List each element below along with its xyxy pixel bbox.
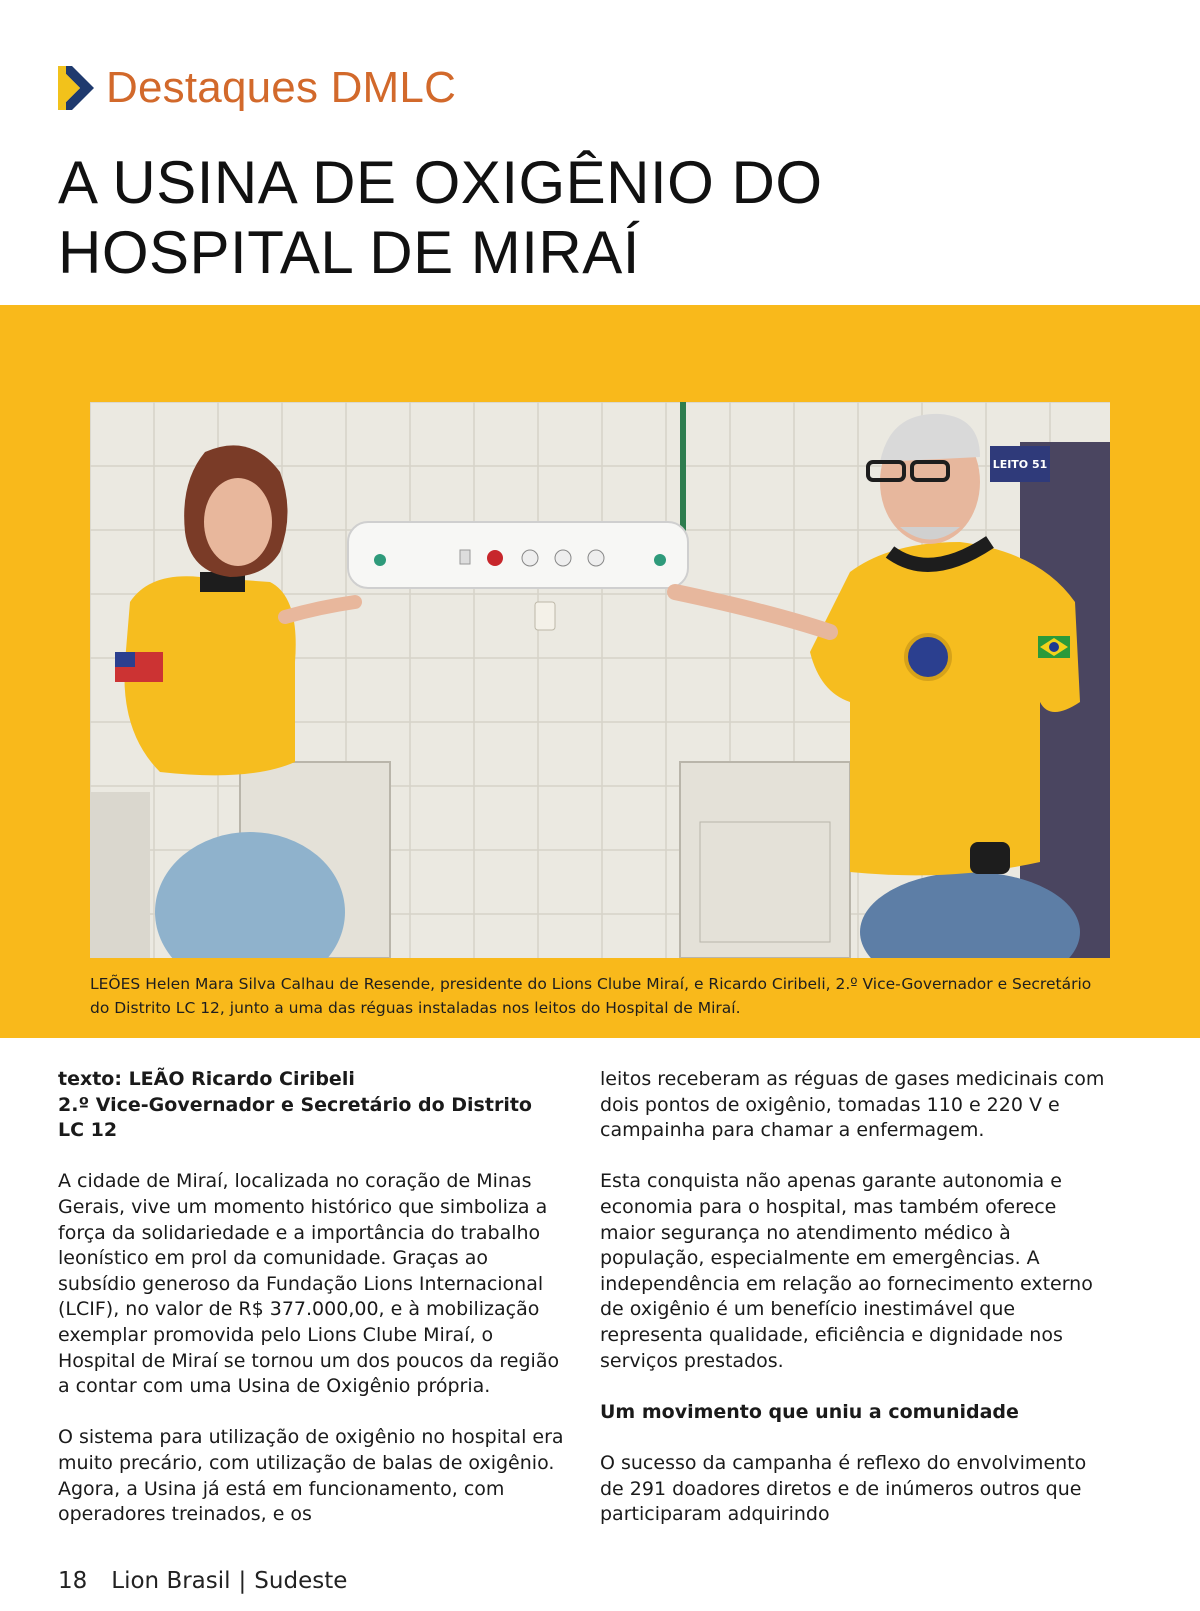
- page-footer: [58, 1568, 347, 1594]
- article-paragraph-1: A cidade de Miraí, localizada no coração de Minas Gerais, vive um momento histórico que simboliza a força da solidariedade e a importância do trabalho leonístico em prol da comunidade. Graças ao subsídio generoso da Fundação Lions Internacional (LCIF), no valor de R$ 377.000,00, e à mobilização exemplar promovida pelo Lions Clube Miraí, o Hospital de Miraí se tornou um dos poucos da região a contar com uma Usina de Oxigênio própria.: [58, 1170, 560, 1398]
- bed-sign-text: LEITO 51: [992, 458, 1048, 471]
- article-subheading: Um movimento que uniu a comunidade: [600, 1400, 1019, 1423]
- page-number: 18: [58, 1568, 88, 1594]
- article-column-right: [600, 1067, 1106, 1553]
- article-paragraph-3: Esta conquista não apenas garante autonomia e economia para o hospital, mas também oferece maior segurança no atendimento médico à população, especialmente em emergências. A independência em relação ao fornecimento externo de oxigênio é um benefício inestimável que representa qualidade, eficiência e dignidade nos serviços prestados.: [600, 1170, 1093, 1372]
- page-title-line-1: A USINA DE OXIGÊNIO DO: [58, 149, 823, 216]
- byline: [58, 1067, 564, 1144]
- chevron-arrow-icon: [56, 64, 100, 112]
- section-label: Destaques DMLC: [106, 63, 457, 112]
- photo-caption-line-2: do Distrito LC 12, junto a uma das réguas instaladas nos leitos do Hospital de Miraí.: [90, 999, 741, 1017]
- article-paragraph-2-part-2: leitos receberam as réguas de gases medicinais com dois pontos de oxigênio, tomadas 110 e 220 V e campainha para chamar a enfermagem.: [600, 1068, 1105, 1142]
- photo-illustration: [90, 402, 1110, 958]
- article-column-left: [58, 1067, 564, 1553]
- byline-author: texto: LEÃO Ricardo Ciribeli: [58, 1068, 355, 1090]
- publication-name: Lion Brasil: [111, 1568, 231, 1594]
- photo-caption: [90, 972, 1120, 1020]
- footer-separator: |: [238, 1568, 247, 1594]
- byline-role: 2.º Vice-Governador e Secretário do Distrito LC 12: [58, 1093, 532, 1142]
- section-header: [56, 60, 456, 116]
- article-paragraph-2-part-1: O sistema para utilização de oxigênio no hospital era muito precário, com utilização de balas de oxigênio. Agora, a Usina já está em funcionamento, com operadores treinados, e os: [58, 1426, 564, 1526]
- article-photo: [90, 402, 1110, 958]
- article-paragraph-4: O sucesso da campanha é reflexo do envolvimento de 291 doadores diretos e de inúmeros outros que participaram adquirindo: [600, 1451, 1087, 1526]
- page-title: [58, 148, 1158, 288]
- publication-region: Sudeste: [254, 1568, 348, 1594]
- page-title-line-2: HOSPITAL DE MIRAÍ: [58, 219, 640, 286]
- photo-caption-line-1: LEÕES Helen Mara Silva Calhau de Resende, presidente do Lions Clube Miraí, e Ricardo Ciribeli, 2.º Vice-Governador e Secretário: [90, 975, 1092, 993]
- gas-panel: [348, 522, 688, 588]
